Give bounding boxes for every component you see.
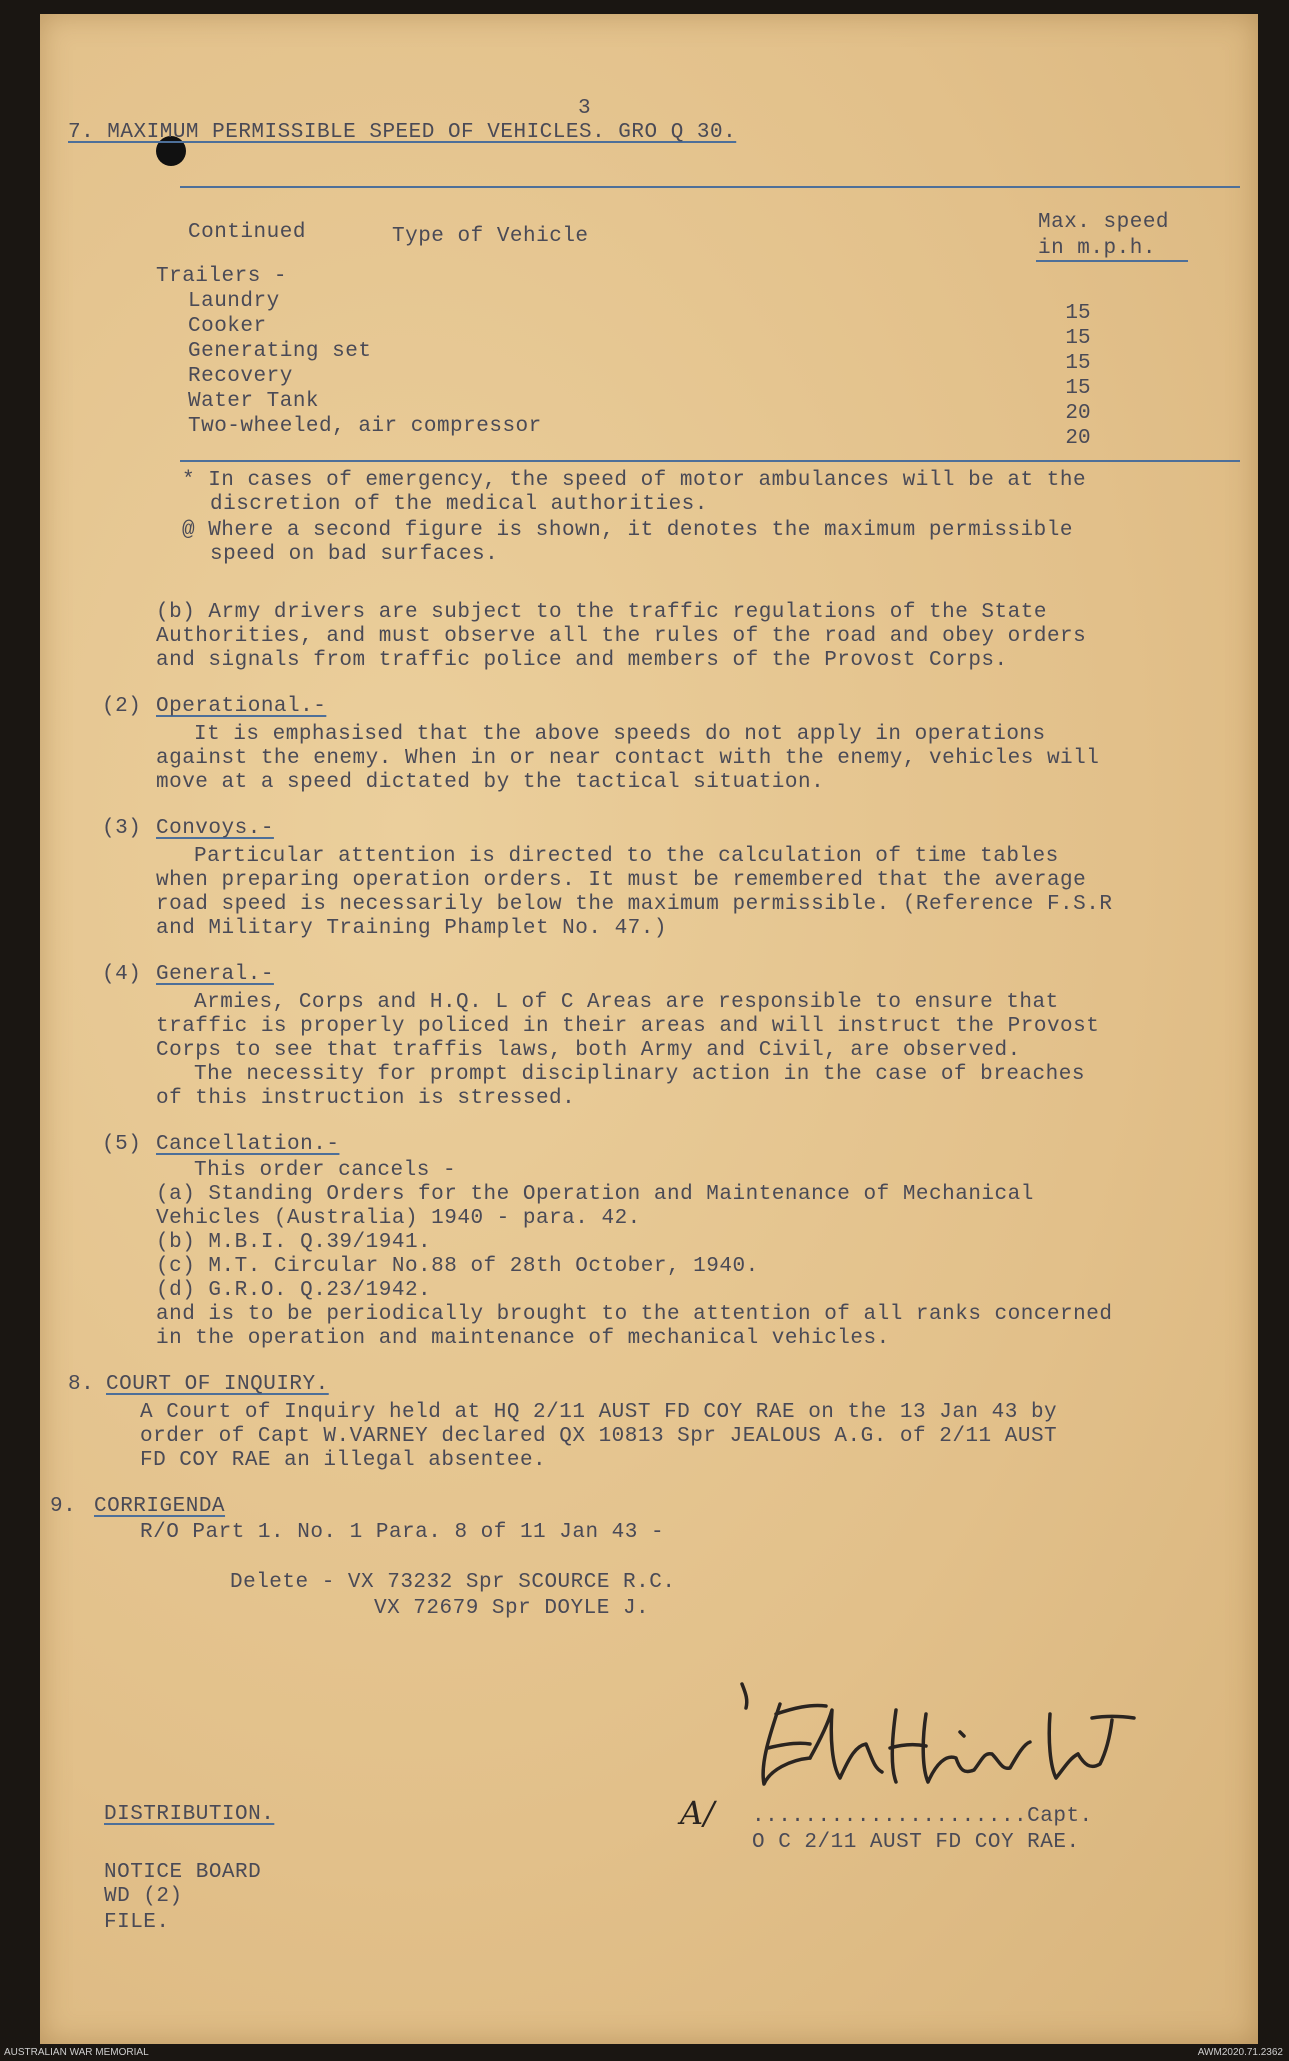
para3-line: Particular attention is directed to the calculation of time tables [194, 845, 1059, 868]
distribution-title: DISTRIBUTION. [104, 1803, 275, 1826]
note-at-1: @ Where a second figure is shown, it denotes the maximum permissible [182, 519, 1073, 542]
para4-title: General.- [156, 963, 274, 986]
page-number: 3 [578, 97, 592, 120]
note-at-2: speed on bad surfaces. [210, 543, 499, 566]
table-row-type: Water Tank [188, 390, 320, 413]
para5-line: (b) M.B.I. Q.39/1941. [156, 1231, 432, 1254]
para3-title: Convoys.- [156, 817, 274, 840]
para2-title: Operational.- [156, 695, 327, 718]
section8-number: 8. [68, 1373, 95, 1396]
table-group-label: Trailers - [156, 265, 288, 288]
para3-line: when preparing operation orders. It must be remembered that the average [156, 869, 1087, 892]
col-continued: Continued [188, 221, 306, 244]
col-speed-2: in m.p.h. [1038, 237, 1156, 260]
para3-number: (3) [102, 817, 142, 840]
para5-line: Vehicles (Australia) 1940 - para. 42. [156, 1207, 641, 1230]
table-bottom-rule [180, 460, 1240, 462]
section7b-line: and signals from traffic police and members of the Provost Corps. [156, 649, 1008, 672]
para5-line: and is to be periodically brought to the attention of all ranks concerned [156, 1303, 1113, 1326]
section9-line: Delete - VX 73232 Spr SCOURCE R.C. [230, 1571, 676, 1594]
para4-line: of this instruction is stressed. [156, 1087, 576, 1110]
table-row-type: Laundry [188, 290, 280, 313]
para5-title: Cancellation.- [156, 1133, 340, 1156]
section7b-line: Authorities, and must observe all the rules of the road and obey orders [156, 625, 1087, 648]
col-speed-1: Max. speed [1038, 211, 1170, 234]
table-row-type: Cooker [188, 315, 267, 338]
section9-line: R/O Part 1. No. 1 Para. 8 of 11 Jan 43 - [140, 1521, 665, 1544]
section8-title: COURT OF INQUIRY. [106, 1373, 329, 1396]
para5-line: This order cancels - [194, 1159, 457, 1182]
table-row-type: Recovery [188, 365, 293, 388]
para2-line: It is emphasised that the above speeds do not apply in operations [194, 723, 1046, 746]
para5-line: (d) G.R.O. Q.23/1942. [156, 1279, 432, 1302]
section7-heading: 7. MAXIMUM PERMISSIBLE SPEED OF VEHICLES. GRO Q 30. [68, 121, 737, 144]
para4-line: Armies, Corps and H.Q. L of C Areas are responsible to ensure that [194, 991, 1059, 1014]
table-row-speed: 15 [1065, 327, 1091, 350]
table-header-rule [1036, 260, 1188, 262]
col-type: Type of Vehicle [392, 225, 589, 248]
section7b-line: (b) Army drivers are subject to the traffic regulations of the State [156, 601, 1047, 624]
section8-line: FD COY RAE an illegal absentee. [140, 1449, 547, 1472]
table-row-type: Generating set [188, 340, 372, 363]
para5-line: (c) M.T. Circular No.88 of 28th October, 1940. [156, 1255, 759, 1278]
para5-line: (a) Standing Orders for the Operation and Maintenance of Mechanical [156, 1183, 1034, 1206]
para3-line: road speed is necessarily below the maximum permissible. (Reference F.S.R [156, 893, 1113, 916]
distribution-item: WD (2) [104, 1885, 183, 1908]
handwritten-signature [660, 1674, 1140, 1814]
note-star-2: discretion of the medical authorities. [210, 493, 708, 516]
section8-line: A Court of Inquiry held at HQ 2/11 AUST FD COY RAE on the 13 Jan 43 by [140, 1401, 1058, 1424]
signature-rank-line: .....................Capt. [752, 1805, 1093, 1828]
para4-number: (4) [102, 963, 142, 986]
para4-line: Corps to see that traffis laws, both Army and Civil, are observed. [156, 1039, 1021, 1062]
para5-number: (5) [102, 1133, 142, 1156]
document-page [40, 14, 1258, 2044]
section9-title: CORRIGENDA [94, 1495, 226, 1518]
section8-line: order of Capt W.VARNEY declared QX 10813 Spr JEALOUS A.G. of 2/11 AUST [140, 1425, 1058, 1448]
table-row-speed: 15 [1065, 302, 1091, 325]
signature-prefix: A/ [680, 1794, 715, 1832]
para4-line: The necessity for prompt disciplinary action in the case of breaches [194, 1063, 1085, 1086]
para4-line: traffic is properly policed in their areas and will instruct the Provost [156, 1015, 1100, 1038]
para5-line: in the operation and maintenance of mechanical vehicles. [156, 1327, 890, 1350]
archive-footer [0, 2045, 1289, 2061]
para2-number: (2) [102, 695, 142, 718]
footer-accession: AWM2020.71.2362 [1197, 2047, 1283, 2058]
para2-line: against the enemy. When in or near contact with the enemy, vehicles will [156, 747, 1100, 770]
table-row-speed: 15 [1065, 352, 1091, 375]
table-row-speed: 15 [1065, 377, 1091, 400]
table-row-speed: 20 [1065, 427, 1091, 450]
distribution-item: FILE. [104, 1911, 170, 1934]
footer-institution: AUSTRALIAN WAR MEMORIAL [4, 2047, 149, 2058]
signature-unit: O C 2/11 AUST FD COY RAE. [752, 1831, 1080, 1854]
table-row-speed: 20 [1065, 402, 1091, 425]
section9-number: 9. [50, 1495, 77, 1518]
table-row-type: Two-wheeled, air compressor [188, 415, 542, 438]
para2-line: move at a speed dictated by the tactical situation. [156, 771, 825, 794]
table-top-rule [180, 186, 1240, 188]
para3-line: and Military Training Phamplet No. 47.) [156, 917, 667, 940]
distribution-item: NOTICE BOARD [104, 1861, 262, 1884]
note-star-1: * In cases of emergency, the speed of motor ambulances will be at the [182, 469, 1087, 492]
section9-line: VX 72679 Spr DOYLE J. [374, 1597, 650, 1620]
